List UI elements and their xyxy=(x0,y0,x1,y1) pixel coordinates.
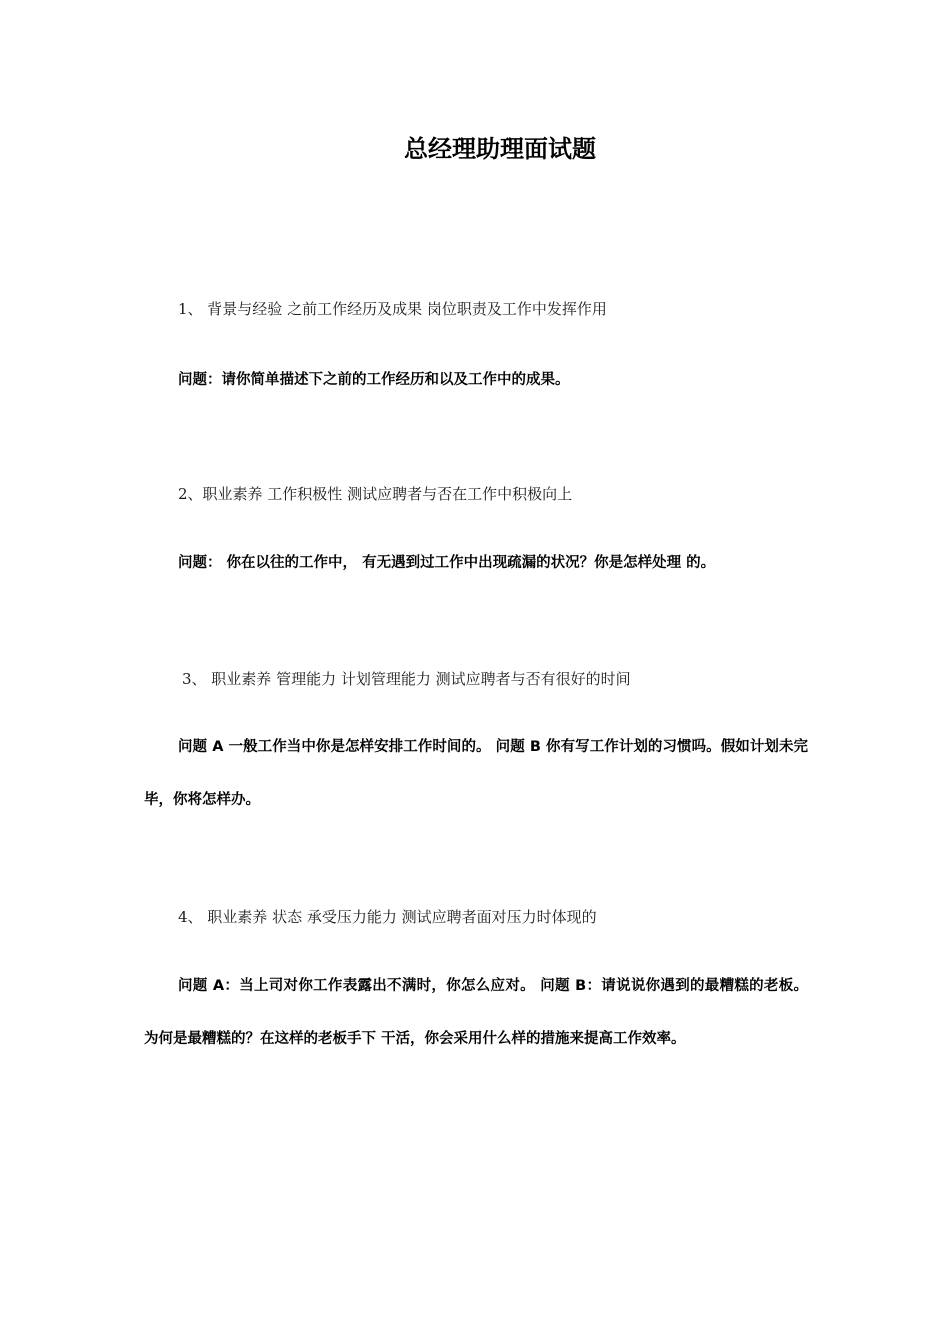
section-3-question: 问题 A 一般工作当中你是怎样安排工作时间的。 问题 B 你有写工作计划的习惯吗。假如计划未完毕，你将怎样办。 xyxy=(144,739,808,808)
document-title: 总经理助理面试题 xyxy=(404,134,596,163)
section-4-question: 问题 A：当上司对你工作表露出不满时，你怎么应对。 问题 B：请说说你遇到的最糟糕的老板。为何是最糟糕的？在这样的老板手下 干活，你会采用什么样的措施来提高工作效率。 xyxy=(144,978,808,1047)
section-3-heading: 3、 职业素养 管理能力 计划管理能力 测试应聘者与否有很好的时间 xyxy=(182,670,631,688)
section-2-heading: 2、职业素养 工作积极性 测试应聘者与否在工作中积极向上 xyxy=(178,485,573,503)
section-4-heading: 4、 职业素养 状态 承受压力能力 测试应聘者面对压力时体现的 xyxy=(178,908,597,926)
section-2-question: 问题： 你在以往的工作中， 有无遇到过工作中出现疏漏的状况？你是怎样处理 的。 xyxy=(178,555,716,571)
section-1-heading: 1、 背景与经验 之前工作经历及成果 岗位职责及工作中发挥作用 xyxy=(178,300,607,318)
section-1-question: 问题：请你简单描述下之前的工作经历和以及工作中的成果。 xyxy=(178,372,570,388)
